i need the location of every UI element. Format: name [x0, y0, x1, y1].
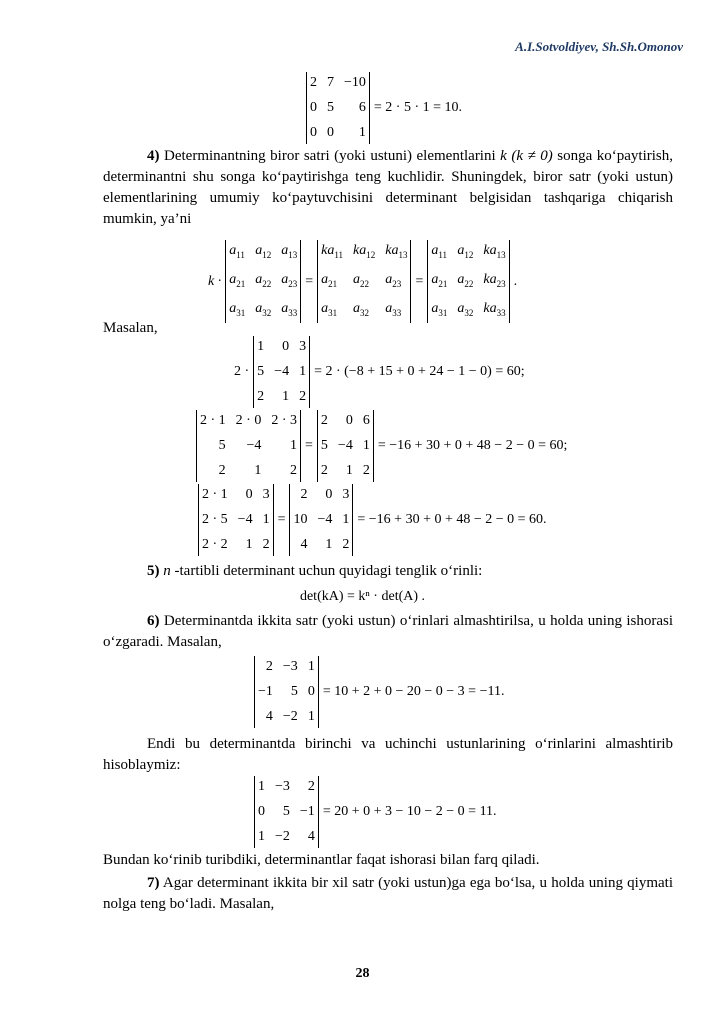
matrix-entry: $ka_{13}$ [385, 243, 408, 260]
matrix-entry: $ka_{23}$ [483, 271, 506, 289]
k-det-1 [225, 240, 301, 323]
example-7 [254, 776, 501, 848]
matrix-entry: $a_{12}$ [255, 243, 272, 260]
property-6 [103, 611, 673, 653]
matrix-entry: 3 [299, 339, 307, 354]
k-eq-2: = [415, 273, 424, 289]
matrix-entry: 1 [345, 463, 353, 478]
ex2-rhs: = −16 + 30 + 0 + 48 − 2 − 0 = 60; [377, 438, 568, 453]
matrix-entry: $a_{31}$ [229, 300, 246, 318]
ex7-determinant [254, 776, 319, 848]
matrix-entry: 2 · 1 [202, 487, 228, 502]
running-header: A.I.Sotvoldiyev, Sh.Sh.Omonov [515, 39, 683, 54]
matrix-entry: 6 [362, 413, 370, 428]
page-number: 28 [355, 966, 370, 981]
ex7-rhs: = 20 + 0 + 3 − 10 − 2 − 0 = 11. [322, 804, 497, 819]
matrix-entry: 2 [290, 463, 298, 478]
property-5-text: -tartibli determinant uchun quyidagi tenglik o‘rinli: [170, 563, 483, 579]
matrix-entry: 5 [290, 684, 298, 699]
matrix-entry: $a_{23}$ [385, 271, 402, 289]
matrix-entry: 0 [345, 413, 353, 428]
matrix-entry: 2 [320, 463, 328, 478]
example-6 [254, 656, 508, 728]
matrix-entry: 2 [265, 659, 273, 674]
top-rhs: = 2 · 5 · 1 = 10. [373, 100, 463, 115]
matrix-entry: 1 [257, 339, 265, 354]
matrix-entry: $a_{32}$ [457, 300, 474, 318]
property-4-number: 4) [147, 148, 160, 164]
matrix-entry: 1 [358, 125, 366, 140]
matrix-entry: −2 [282, 709, 298, 724]
matrix-entry: 2 [218, 463, 226, 478]
matrix-entry: −1 [258, 684, 273, 699]
matrix-entry: $a_{31}$ [431, 300, 448, 318]
k-det-2 [317, 240, 411, 323]
matrix-entry: $a_{33}$ [385, 300, 402, 318]
matrix-entry: 0 [307, 684, 315, 699]
property-5 [103, 561, 673, 582]
matrix-entry: $a_{23}$ [281, 271, 298, 289]
ex6-rhs: = 10 + 2 + 0 − 20 − 0 − 3 = −11. [322, 684, 505, 699]
matrix-entry: 1 [362, 438, 370, 453]
n-variable: n [163, 563, 171, 579]
matrix-entry: −10 [344, 75, 366, 90]
matrix-entry: 1 [325, 537, 333, 552]
matrix-entry: 0 [258, 804, 265, 819]
property-7 [103, 873, 673, 915]
property-4-text-b: songa ko‘paytirish, determinantni shu songa ko‘paytirishga teng kuchlidir. Shuningdek, biror satr (yoki ustun) elementlarining umumiy ko‘paytuvchisini determinant belgisidan tashqariga chiqarish mumkin, ya’ni [103, 148, 673, 227]
matrix-entry: 7 [327, 75, 334, 90]
ex1-determinant [253, 336, 310, 408]
matrix-entry: 1 [258, 829, 265, 844]
k-multiplier: k · [208, 273, 222, 289]
matrix-entry: $a_{22}$ [353, 271, 370, 289]
matrix-entry: 2 [257, 389, 265, 404]
matrix-entry: 0 [310, 100, 317, 115]
paragraph-bundan: Bundan ko‘rinib turibdiki, determinantlar faqat ishorasi bilan farq qiladi. [103, 852, 540, 868]
matrix-entry: $ka_{33}$ [483, 300, 506, 318]
ex2-determinant-a [196, 410, 301, 482]
matrix-entry: $a_{32}$ [353, 300, 370, 318]
matrix-entry: 2 [300, 487, 308, 502]
matrix-entry: 5 [218, 438, 226, 453]
matrix-entry: $a_{21}$ [321, 271, 338, 289]
matrix-entry: $a_{31}$ [321, 300, 338, 318]
example-3 [198, 484, 551, 556]
matrix-entry: 3 [262, 487, 270, 502]
matrix-entry: −3 [282, 659, 298, 674]
matrix-entry: 2 [307, 779, 315, 794]
property-6-number: 6) [147, 613, 160, 629]
matrix-entry: 1 [290, 438, 298, 453]
k-condition: k (k ≠ 0) [500, 148, 553, 164]
ex1-coef: 2 · [234, 364, 250, 379]
k-formula [204, 240, 521, 323]
matrix-entry: $a_{32}$ [255, 300, 272, 318]
matrix-entry: −4 [317, 512, 333, 527]
matrix-entry: 1 [262, 512, 270, 527]
matrix-entry: 2 [310, 75, 317, 90]
matrix-entry: 0 [325, 487, 333, 502]
masalan-label: Masalan, [103, 320, 158, 336]
matrix-entry: −2 [275, 829, 290, 844]
matrix-entry: 2 [320, 413, 328, 428]
matrix-entry: $a_{12}$ [457, 243, 474, 260]
ex3-determinant-b [289, 484, 353, 556]
matrix-entry: 1 [299, 364, 307, 379]
matrix-entry: 2 [342, 537, 350, 552]
matrix-entry: $a_{22}$ [255, 271, 272, 289]
property-7-number: 7) [147, 875, 160, 891]
ex2-eq: = [305, 438, 313, 453]
ex3-determinant-a [198, 484, 274, 556]
example-2 [196, 410, 571, 482]
matrix-entry: −4 [237, 512, 253, 527]
property-7-text: Agar determinant ikkita bir xil satr (yoki ustun)ga ega bo‘lsa, u holda uning qiymati nolga teng bo‘ladi. Masalan, [103, 875, 673, 912]
matrix-entry: 1 [342, 512, 350, 527]
matrix-entry: 0 [282, 339, 290, 354]
matrix-entry: −1 [299, 804, 315, 819]
matrix-entry: 1 [258, 779, 265, 794]
matrix-entry: $a_{11}$ [229, 243, 245, 260]
k-eq-1: = [305, 273, 314, 289]
property-4 [103, 146, 673, 230]
ex3-eq: = [277, 512, 286, 527]
k-end: . [513, 273, 518, 289]
matrix-entry: 2 · 2 [202, 537, 228, 552]
k-det-3 [427, 240, 509, 323]
matrix-entry: 5 [320, 438, 328, 453]
ex2-determinant-b [317, 410, 374, 482]
matrix-entry: 3 [342, 487, 350, 502]
matrix-entry: $a_{22}$ [457, 271, 474, 289]
matrix-entry: 0 [245, 487, 253, 502]
ex3-rhs: = −16 + 30 + 0 + 48 − 2 − 0 = 60. [357, 512, 547, 527]
matrix-entry: 5 [282, 804, 290, 819]
top-equation [306, 72, 466, 144]
matrix-entry: 1 [282, 389, 290, 404]
matrix-entry: −4 [274, 364, 290, 379]
top-determinant [306, 72, 370, 144]
matrix-entry: 2 · 5 [202, 512, 228, 527]
matrix-entry: $a_{21}$ [229, 271, 246, 289]
matrix-entry: 2 · 3 [271, 413, 298, 428]
matrix-entry: 5 [257, 364, 265, 379]
paragraph-endi: Endi bu determinantda birinchi va uchinchi ustunlarining o‘rinlarini almashtirib hisoblaymiz: [103, 736, 673, 773]
ex1-rhs: = 2 · (−8 + 15 + 0 + 24 − 1 − 0) = 60; [314, 364, 525, 379]
matrix-entry: 1 [307, 659, 315, 674]
matrix-entry: 10 [293, 512, 308, 527]
property-5-number: 5) [147, 563, 160, 579]
matrix-entry: 6 [358, 100, 366, 115]
matrix-entry: 1 [245, 537, 253, 552]
matrix-entry: 4 [300, 537, 308, 552]
matrix-entry: $a_{11}$ [431, 243, 448, 260]
property-6-text: Determinantda ikkita satr (yoki ustun) o‘rinlari almashtirilsa, u holda uning ishorasi o‘zgaradi. Masalan, [103, 613, 673, 650]
matrix-entry: 2 · 0 [235, 413, 262, 428]
matrix-entry: $ka_{13}$ [483, 243, 506, 260]
ex6-determinant [254, 656, 319, 728]
matrix-entry: 5 [327, 100, 334, 115]
matrix-entry: $a_{21}$ [431, 271, 448, 289]
matrix-entry: 1 [307, 709, 315, 724]
matrix-entry: 4 [265, 709, 273, 724]
matrix-entry: −4 [246, 438, 262, 453]
matrix-entry: −4 [337, 438, 353, 453]
matrix-entry: $a_{13}$ [281, 243, 298, 260]
matrix-entry: 2 · 1 [200, 413, 226, 428]
property-4-text-a: Determinantning biror satri (yoki ustuni) elementlarini [159, 148, 501, 164]
matrix-entry: 2 [299, 389, 307, 404]
matrix-entry: $ka_{11}$ [321, 243, 344, 260]
matrix-entry: 4 [307, 829, 315, 844]
matrix-entry: 0 [327, 125, 334, 140]
matrix-entry: $a_{33}$ [281, 300, 298, 318]
matrix-entry: 0 [310, 125, 317, 140]
example-1 [230, 336, 529, 408]
matrix-entry: $ka_{12}$ [353, 243, 376, 260]
matrix-entry: 2 [362, 463, 370, 478]
matrix-entry: −3 [275, 779, 290, 794]
formula-5: det(kA) = kⁿ · det(A) . [299, 589, 426, 604]
matrix-entry: 1 [254, 463, 262, 478]
matrix-entry: 2 [262, 537, 270, 552]
